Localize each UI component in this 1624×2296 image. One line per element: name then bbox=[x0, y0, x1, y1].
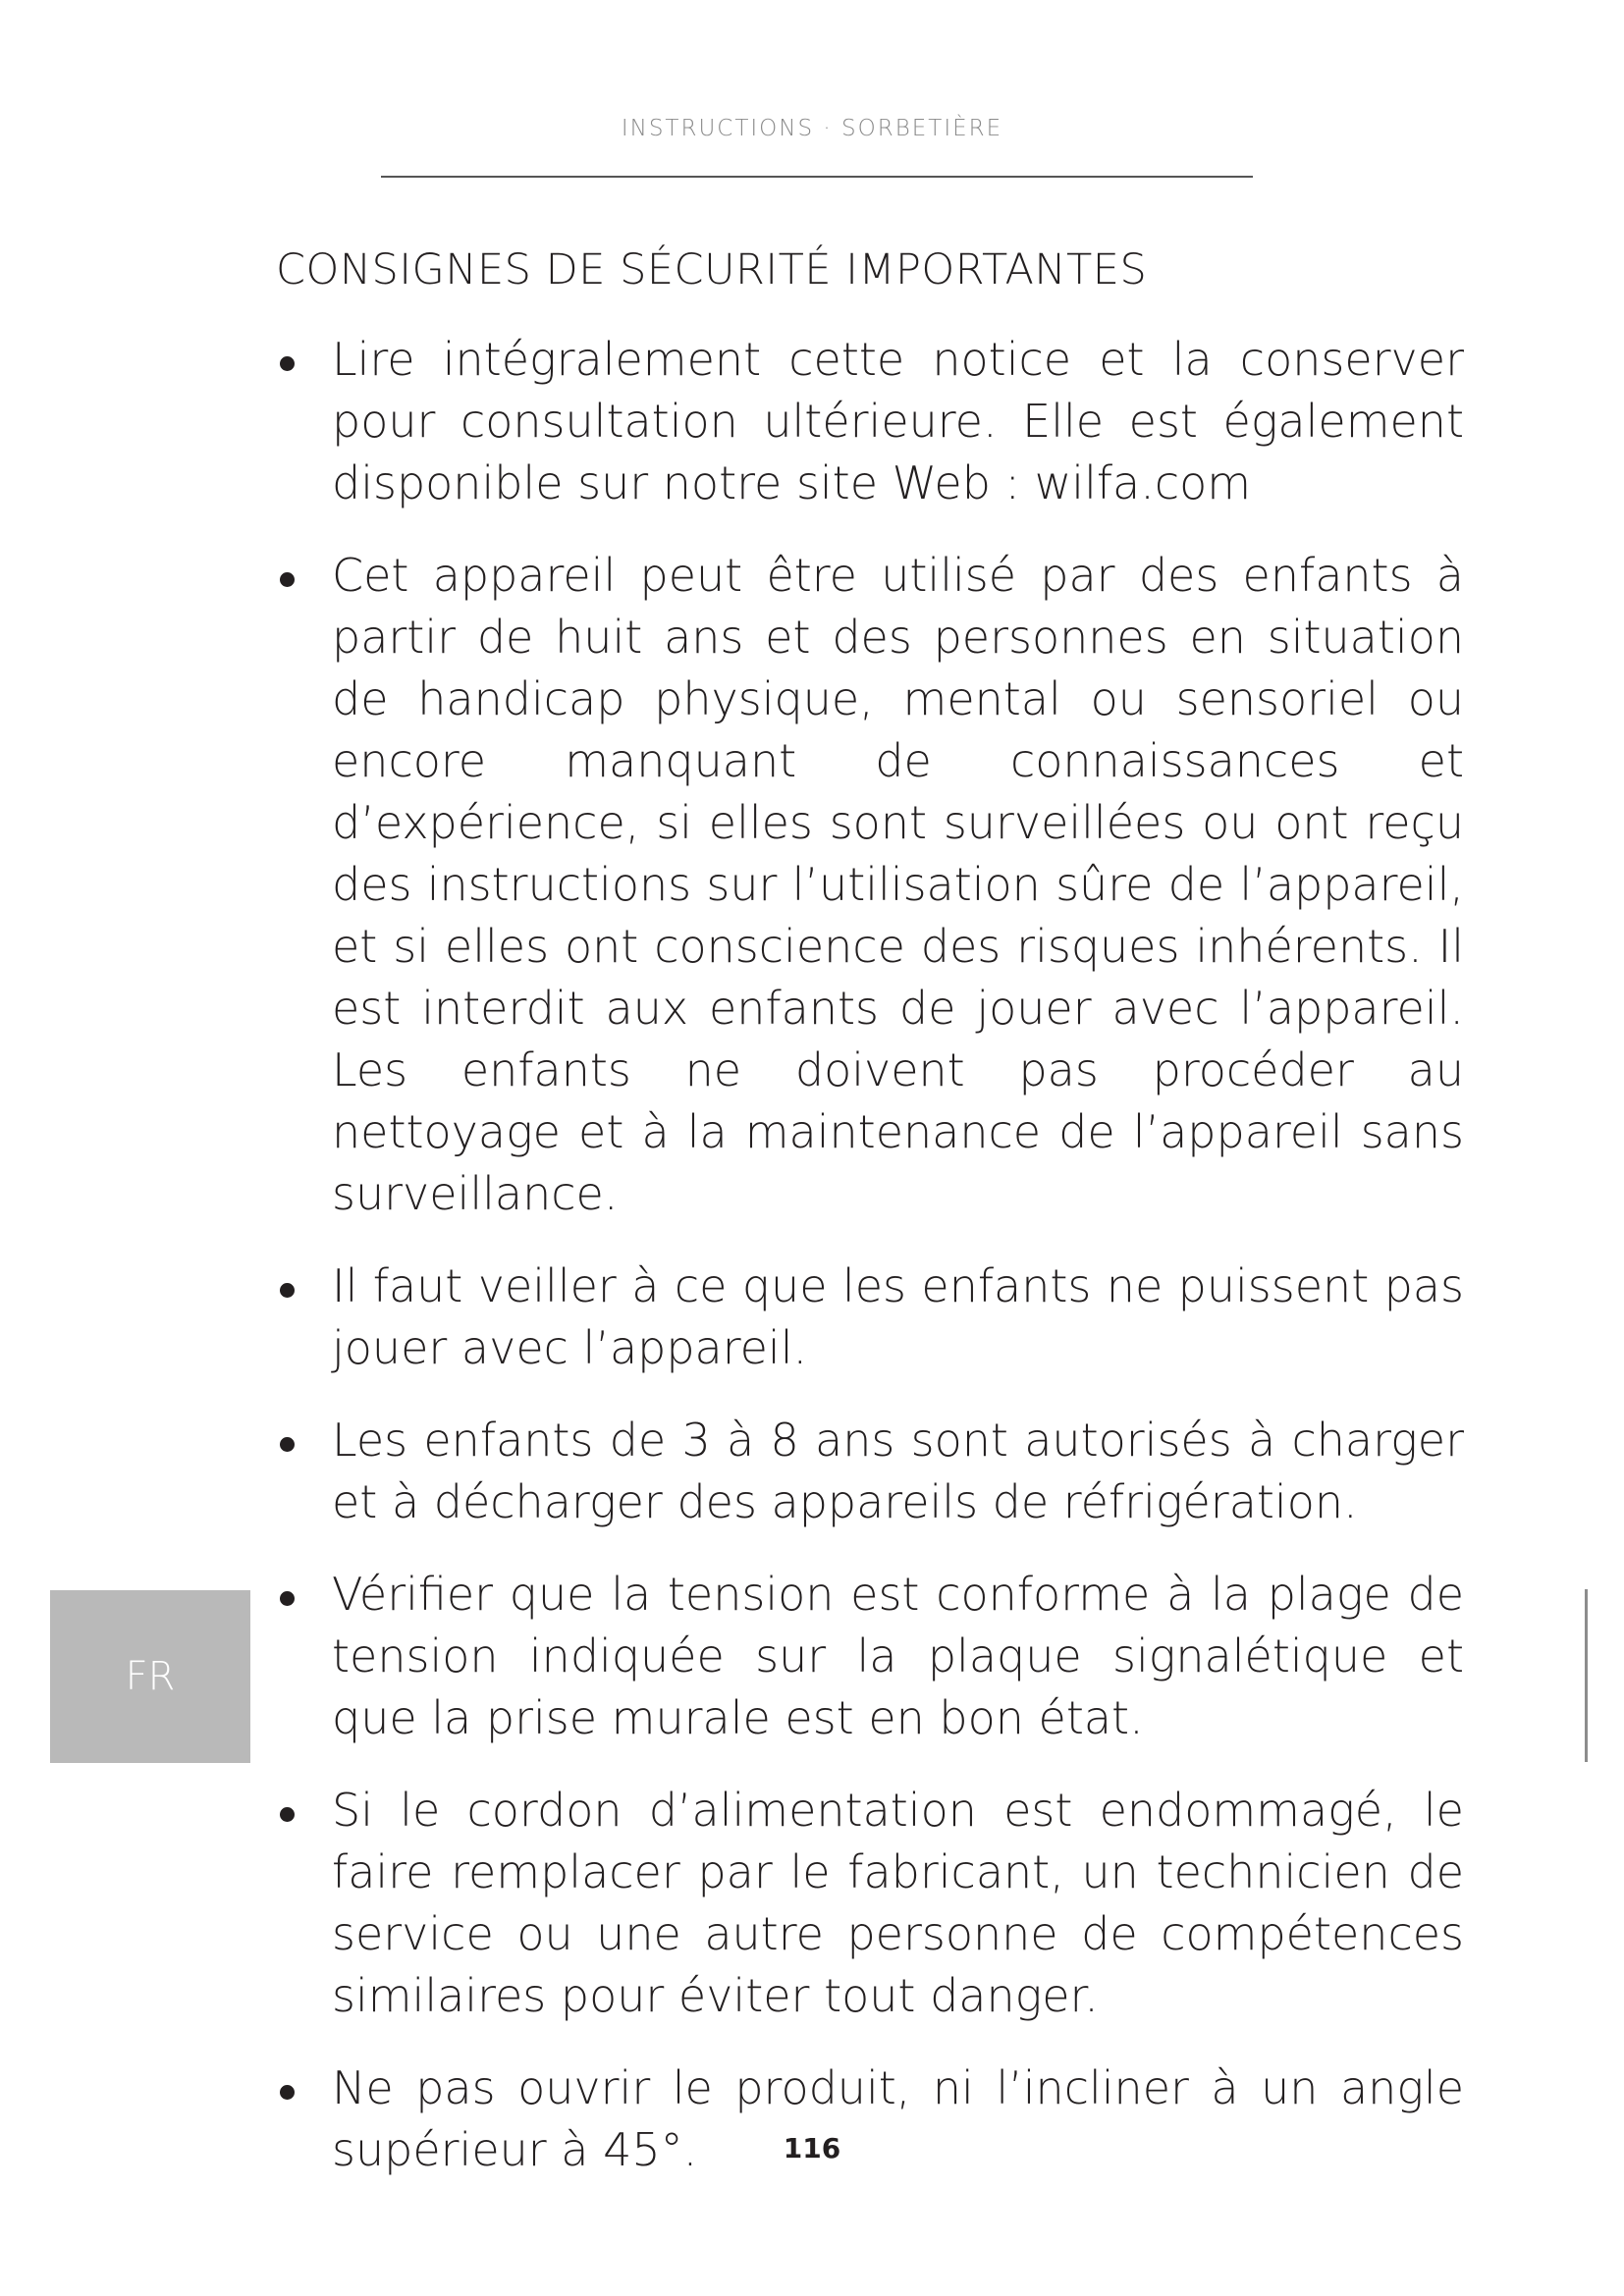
bullet-icon bbox=[280, 572, 295, 587]
bullet-icon bbox=[280, 1283, 295, 1298]
section-title: CONSIGNES DE SÉCURITÉ IMPORTANTES bbox=[276, 245, 1148, 294]
list-item bbox=[276, 1410, 1464, 1533]
bullet-icon bbox=[280, 1591, 295, 1606]
list-item bbox=[276, 329, 1464, 514]
language-tab: FR bbox=[50, 1590, 250, 1763]
bullet-icon bbox=[280, 1807, 295, 1822]
header-divider bbox=[381, 176, 1253, 178]
bullet-icon bbox=[280, 2085, 295, 2100]
list-item bbox=[276, 1255, 1464, 1379]
list-item-text: Cet appareil peut être utilisé par des enfants à partir de huit ans et des personnes en situation de handicap physique, mental ou sensoriel ou encore manquant de connaissances et d’expérience, si elles sont surveillées ou ont reçu des instructions sur l’utilisation sûre de l’appareil, et si elles ont conscience des risques inhérents. Il est interdit aux enfants de jouer avec l’appareil. Les enfants ne doivent pas procéder au nettoyage et à la maintenance de l’appareil sans surveillance. bbox=[332, 549, 1464, 1220]
side-marker bbox=[1585, 1589, 1588, 1762]
list-item-text: Ne pas ouvrir le produit, ni l’incliner à un angle supérieur à 45°. bbox=[332, 2061, 1464, 2176]
bullet-icon bbox=[280, 356, 295, 371]
list-item bbox=[276, 1564, 1464, 1749]
page-number: 116 bbox=[783, 2132, 841, 2164]
safety-instructions-list bbox=[276, 329, 1464, 2212]
list-item-text: Vérifier que la tension est conforme à la plage de tension indiquée sur la plaque signalétique et que la prise murale est en bon état. bbox=[332, 1568, 1464, 1744]
list-item-text: Les enfants de 3 à 8 ans sont autorisés à charger et à décharger des appareils de réfrigération. bbox=[332, 1414, 1464, 1528]
running-header: INSTRUCTIONS · SORBETIÈRE bbox=[621, 116, 1003, 141]
list-item-text: Il faut veiller à ce que les enfants ne puissent pas jouer avec l’appareil. bbox=[332, 1259, 1464, 1374]
bullet-icon bbox=[280, 1437, 295, 1452]
list-item-text: Lire intégralement cette notice et la conserver pour consultation ultérieure. Elle est également disponible sur notre site Web : wilfa.com bbox=[332, 333, 1464, 509]
list-item-text: Si le cordon d’alimentation est endommagé, le faire remplacer par le fabricant, un technicien de service ou une autre personne de compétences similaires pour éviter tout danger. bbox=[332, 1784, 1464, 2022]
list-item bbox=[276, 545, 1464, 1225]
list-item bbox=[276, 1780, 1464, 2027]
